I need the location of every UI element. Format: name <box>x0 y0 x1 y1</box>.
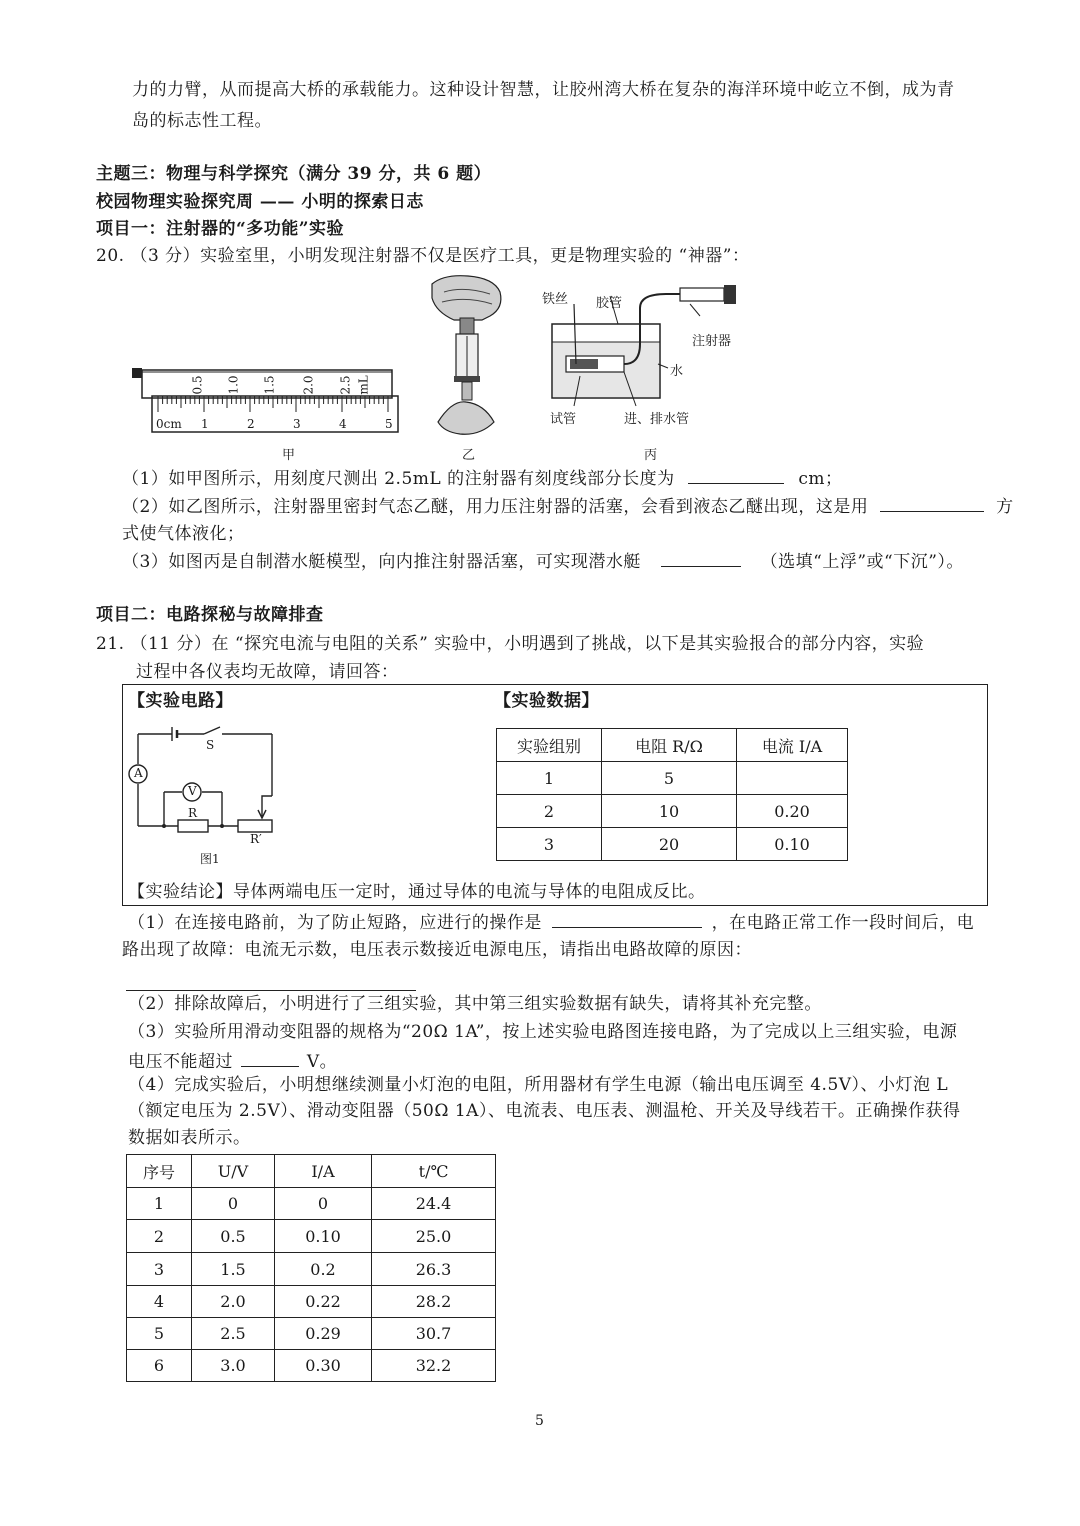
label-test-tube: 试管 <box>550 412 577 427</box>
table-cell: 0.22 <box>275 1286 372 1318</box>
q21-part-3-cont <box>128 1050 337 1073</box>
syringe-hand-drawing <box>424 272 508 442</box>
q21-part-4-cont-2: 数据如表所示。 <box>128 1128 251 1148</box>
table-cell: 0.5 <box>192 1220 275 1253</box>
table-cell: 10 <box>602 795 737 828</box>
label-water: 水 <box>670 364 684 379</box>
table-cell: 30.7 <box>372 1318 496 1350</box>
table-cell: 2 <box>497 795 602 828</box>
figure-c-label: 丙 <box>644 448 658 463</box>
ammeter-label: A <box>134 766 143 780</box>
circuit-title: 【实验电路】 <box>128 691 233 711</box>
ruler-cm-label-2: 2 <box>247 417 255 431</box>
intro-line-2: 岛的标志性工程。 <box>132 111 272 131</box>
q20-part-3 <box>122 550 964 573</box>
table-header-resistance: 电阻 R/Ω <box>602 729 737 762</box>
table-cell: 0.29 <box>275 1318 372 1350</box>
ruler-cm-label-4: 4 <box>339 417 347 431</box>
table-header-row <box>127 1155 496 1188</box>
table-cell: 3.0 <box>192 1350 275 1382</box>
table-cell: 5 <box>602 762 737 795</box>
ruler-cm-label-3: 3 <box>293 417 301 431</box>
voltmeter-label: V <box>188 784 197 798</box>
q20-part-2-text: （2）如乙图所示，注射器里密封气态乙醚，用力压注射器的活塞，会看到液态乙醚出现，这是用 <box>122 497 869 517</box>
project-2-heading: 项目二：电路探秘与故障排查 <box>96 605 324 625</box>
q20-part-1 <box>122 467 843 490</box>
project-1-heading: 项目一：注射器的“多功能”实验 <box>96 219 345 239</box>
table-cell: 2.5 <box>192 1318 275 1350</box>
table-cell: 25.0 <box>372 1220 496 1253</box>
q20-part-2-tail: 方 <box>996 497 1014 517</box>
q21-part-4-cont-1: （额定电压为 2.5V）、滑动变阻器（50Ω 1A）、电流表、电压表、测温枪、开关及导线若干。正确操作获得 <box>128 1101 961 1121</box>
table-cell: 3 <box>127 1253 192 1286</box>
figure-syringe-hand <box>424 272 508 442</box>
table-cell-missing[interactable] <box>737 762 848 795</box>
q21-part-1-cont: 路出现了故障：电流无示数，电压表示数接近电源电压，请指出电路故障的原因： <box>122 940 752 960</box>
figure-submarine <box>540 284 750 434</box>
table-cell: 2.0 <box>192 1286 275 1318</box>
intro-line-1: 力的力臂，从而提高大桥的承载能力。这种设计智慧，让胶州湾大桥在复杂的海洋环境中屹立不倒，成为青 <box>132 80 955 100</box>
q21-part-3: （3）实验所用滑动变阻器的规格为“20Ω 1A”，按上述实验电路图连接电路，为了完成以上三组实验，电源 <box>128 1022 958 1042</box>
page-number: 5 <box>535 1413 545 1429</box>
table-cell: 4 <box>127 1286 192 1318</box>
table-cell: 3 <box>497 828 602 861</box>
experiment-data-table <box>496 728 848 861</box>
experiment-conclusion: 【实验结论】导体两端电压一定时，通过导体的电流与导体的电阻成反比。 <box>128 882 706 902</box>
label-wire: 铁丝 <box>542 292 569 307</box>
q21-stem-2: 过程中各仪表均无故障，请回答： <box>136 662 399 682</box>
table-cell: 0.20 <box>737 795 848 828</box>
table-row <box>497 828 848 861</box>
table-header-index: 序号 <box>127 1155 192 1188</box>
ruler-cm-label-1: 1 <box>201 417 209 431</box>
table-header-current: 电流 I/A <box>737 729 848 762</box>
table-cell: 0.2 <box>275 1253 372 1286</box>
figure-1-label: 图1 <box>200 852 220 866</box>
q21-part-4: （4）完成实验后，小明想继续测量小灯泡的电阻，所用器材有学生电源（输出电压调至 4.5V）、小灯泡 L <box>128 1075 949 1095</box>
table-cell: 0.10 <box>275 1220 372 1253</box>
ruler-ml-label-5: 2.5 <box>338 375 353 395</box>
q21-blank-1[interactable] <box>552 911 702 928</box>
ruler-ml-label-4: 2.0 <box>301 375 316 395</box>
q20-part-1-unit: cm； <box>798 469 843 489</box>
rheostat-label: R′ <box>250 832 262 846</box>
ruler-cm-label-5: 5 <box>385 417 393 431</box>
table-cell: 20 <box>602 828 737 861</box>
q20-part-1-text: （1）如甲图所示，用刻度尺测出 2.5mL 的注射器有刻度线部分长度为 <box>122 469 675 489</box>
label-syringe: 注射器 <box>692 334 732 349</box>
q20-part-3-text: （3）如图丙是自制潜水艇模型，向内推注射器活塞，可实现潜水艇 <box>122 552 641 572</box>
q21-part-3-text: 电压不能超过 <box>128 1052 233 1072</box>
table-cell: 1 <box>497 762 602 795</box>
table-cell: 24.4 <box>372 1188 496 1220</box>
table-header-group: 实验组别 <box>497 729 602 762</box>
q21-part-1 <box>128 911 974 934</box>
q20-stem: 20. （3 分）实验室里，小明发现注射器不仅是医疗工具，更是物理实验的 “神器”： <box>96 246 750 266</box>
table-cell: 0.10 <box>737 828 848 861</box>
table-row <box>497 762 848 795</box>
table-cell: 1 <box>127 1188 192 1220</box>
switch-label: S <box>206 738 215 752</box>
resistor-label: R <box>188 806 198 820</box>
q21-part-2: （2）排除故障后，小明进行了三组实验，其中第三组实验数据有缺失，请将其补充完整。 <box>128 994 822 1014</box>
ruler-ml-label-2: 1.0 <box>226 375 241 395</box>
table-row <box>497 795 848 828</box>
ruler-ml-unit: mL <box>356 375 371 395</box>
table-cell: 2 <box>127 1220 192 1253</box>
q21-blank-voltage[interactable] <box>241 1050 299 1067</box>
q20-blank-2[interactable] <box>880 495 984 512</box>
table-cell: 0.30 <box>275 1350 372 1382</box>
table-header-temperature: t/℃ <box>372 1155 496 1188</box>
table-header-voltage: U/V <box>192 1155 275 1188</box>
table-row <box>127 1318 496 1350</box>
table-row <box>127 1253 496 1286</box>
table-cell: 0 <box>275 1188 372 1220</box>
figure-ruler <box>128 290 408 460</box>
ruler-cm-label-0: 0cm <box>156 417 182 431</box>
section-subtitle: 校园物理实验探究周 —— 小明的探索日志 <box>96 192 424 212</box>
label-drain: 进、排水管 <box>624 412 690 427</box>
table-cell: 32.2 <box>372 1350 496 1382</box>
label-tube: 胶管 <box>596 296 623 311</box>
q20-part-2 <box>122 495 1014 518</box>
table-row <box>127 1188 496 1220</box>
table-cell: 28.2 <box>372 1286 496 1318</box>
q20-blank-1[interactable] <box>688 467 784 484</box>
table-cell: 1.5 <box>192 1253 275 1286</box>
q21-blank-fault[interactable] <box>126 974 416 991</box>
table-row <box>127 1350 496 1382</box>
table-cell: 5 <box>127 1318 192 1350</box>
q20-part-2-cont: 式使气体液化； <box>122 524 245 544</box>
q21-part-1-text: （1）在连接电路前，为了防止短路，应进行的操作是 <box>128 913 542 933</box>
table-header-row <box>497 729 848 762</box>
table-row <box>127 1220 496 1253</box>
circuit-diagram <box>126 722 286 872</box>
figure-b-label: 乙 <box>462 448 476 463</box>
data-title: 【实验数据】 <box>494 691 599 711</box>
lamp-data-table <box>126 1154 496 1382</box>
q21-stem-1: 21. （11 分）在 “探究电流与电阻的关系” 实验中，小明遇到了挑战，以下是其实验报合的部分内容，实验 <box>96 634 925 654</box>
table-header-current: I/A <box>275 1155 372 1188</box>
q20-part-3-tail: （选填“上浮”或“下沉”）。 <box>760 552 964 572</box>
section-title: 主题三：物理与科学探究（满分 39 分，共 6 题） <box>96 164 492 184</box>
ruler-ml-label-1: 0.5 <box>190 375 205 395</box>
table-row <box>127 1286 496 1318</box>
q21-part-3-unit: V。 <box>306 1052 338 1072</box>
q21-part-1-tail: ，在电路正常工作一段时间后，电 <box>711 913 975 933</box>
ruler-ml-label-3: 1.5 <box>262 375 277 395</box>
table-cell: 0 <box>192 1188 275 1220</box>
q20-blank-3[interactable] <box>661 550 741 567</box>
table-cell: 26.3 <box>372 1253 496 1286</box>
table-cell: 6 <box>127 1350 192 1382</box>
figure-a-label: 甲 <box>282 448 296 463</box>
